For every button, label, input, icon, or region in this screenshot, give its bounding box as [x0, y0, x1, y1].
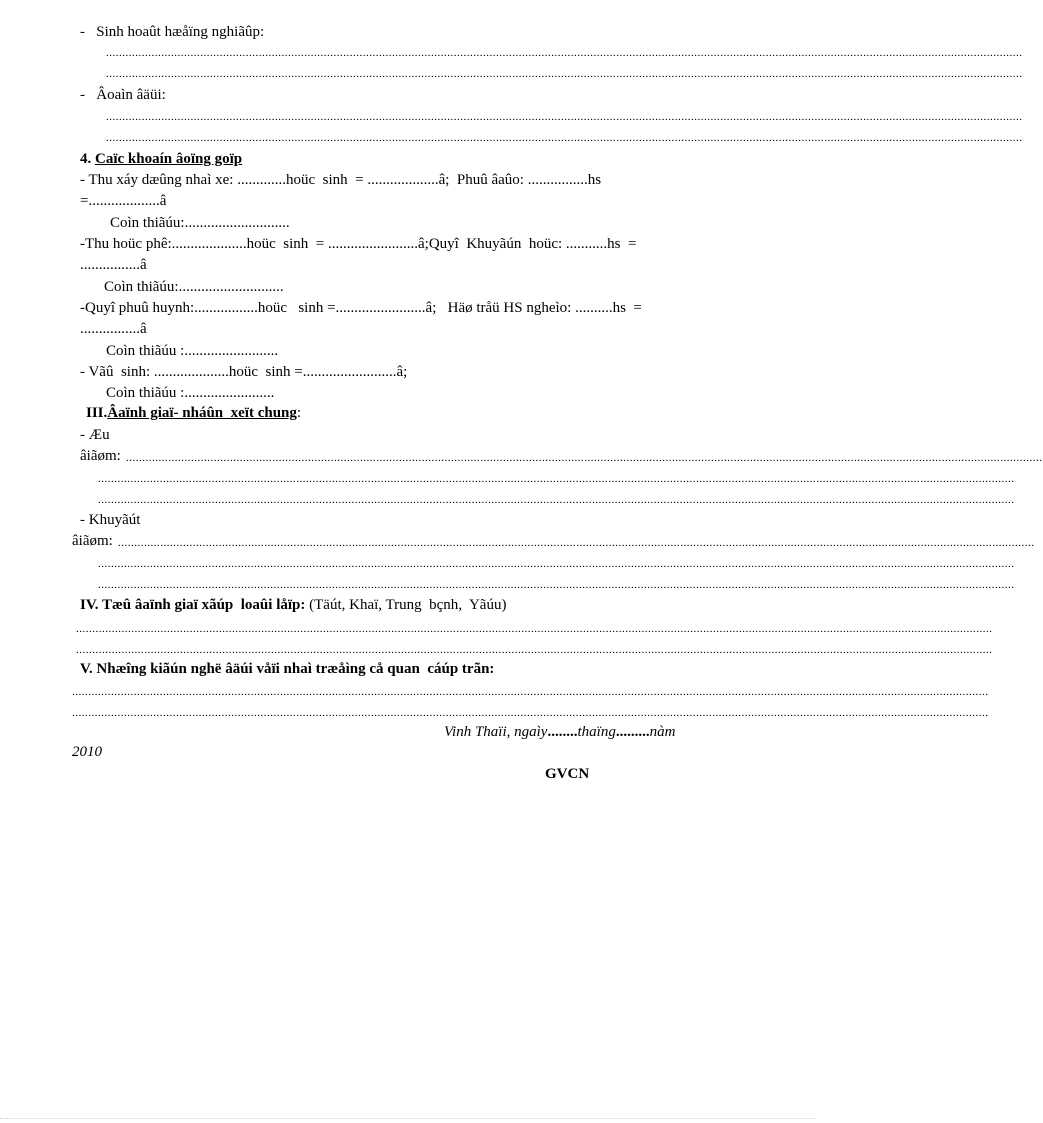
place-date-part-c: nàm [649, 724, 676, 740]
fill-line: .......................................................................................................................................................................................................................................................................................... [118, 537, 1035, 549]
contribution-row-parents-fund-total: ................â [80, 321, 147, 337]
contribution-row-tuition-total: ................â [80, 257, 147, 273]
weaknesses-line-label: âiãøm: [72, 533, 113, 549]
place-date-part-a: Vinh Thaïi, ngaìy [444, 724, 548, 740]
month-dots: ......... [615, 724, 650, 740]
place-date-line [444, 723, 675, 741]
strengths-label: - Æu [80, 427, 110, 443]
contribution-row-parking-remaining: Coìn thiãúu:............................ [110, 215, 290, 231]
fill-line: .......................................................................................................................................................................................................................................................................................... [106, 111, 1023, 123]
fill-line: .......................................................................................................................................................................................................................................................................................... [72, 707, 989, 719]
contribution-row-tuition-remaining: Coìn thiãúu:............................ [104, 279, 284, 295]
contribution-row-parking-total: =...................â [80, 193, 167, 209]
contribution-row-parents-fund-remaining: Coìn thiãúu :......................... [106, 343, 279, 359]
fill-line: .......................................................................................................................................................................................................................................................................................... [106, 132, 1023, 144]
fill-line: .......................................................................................................................................................................................................................................................................................... [98, 579, 1015, 591]
fill-line: .......................................................................................................................................................................................................................................................................................... [76, 644, 993, 656]
general-review-colon: : [296, 405, 302, 421]
self-assessment-heading [80, 596, 506, 614]
career-activity-label: - Sinh hoaût hæåïng nghiãûp: [80, 24, 265, 40]
general-review-number: III. [86, 405, 108, 421]
year-text: 2010 [72, 744, 102, 760]
fill-line: .......................................................................................................................................................................................................................................................................................... [106, 68, 1023, 80]
contribution-row-parking: - Thu xáy dæûng nhaì xe: .............hoüc sinh = ...................â; Phuû âaûo: ................hs [80, 172, 602, 188]
fill-line: .......................................................................................................................................................................................................................................................................................... [126, 452, 1043, 464]
recommendations-heading: V. Nhæîng kiãún nghë âäúi våïi nhaì træåìng cå quan cáúp trãn: [80, 661, 495, 677]
contribution-row-tuition: -Thu hoüc phê:....................hoüc sinh = ........................â;Quyî Khuyãún hoüc: ...........hs = [80, 236, 637, 252]
fill-line: .......................................................................................................................................................................................................................................................................................... [98, 558, 1015, 570]
signer-title: GVCN [545, 766, 590, 782]
fill-line: .......................................................................................................................................................................................................................................................................................... [106, 47, 1023, 59]
fill-line: .......................................................................................................................................................................................................................................................................................... [98, 494, 1015, 506]
fill-line: .......................................................................................................................................................................................................................................................................................... [72, 686, 989, 698]
contributions-heading-text: Caïc khoaín âoïng goïp [95, 151, 243, 167]
contribution-row-parents-fund: -Quyî phuû huynh:.................hoüc sinh =........................â; Häø tråü HS ngheìo: ..........hs = [80, 300, 642, 316]
weaknesses-label: - Khuyãút [80, 512, 141, 528]
self-assessment-title: IV. Tæû âaïnh giaï xãúp loaûi låïp: [80, 597, 306, 613]
general-review-heading [86, 404, 301, 422]
contribution-row-hygiene: - Vãû sinh: ....................hoüc sinh =.........................â; [80, 364, 408, 380]
contribution-row-hygiene-remaining: Coìn thiãúu :........................ [106, 385, 275, 401]
place-date-part-b: thaïng [577, 724, 616, 740]
self-assessment-options: (Täút, Khaï, Trung bçnh, Yãúu) [305, 597, 507, 613]
contributions-heading [80, 150, 242, 168]
fill-line: .......................................................................................................................................................................................................................................................................................... [76, 623, 993, 635]
page-footer-divider [0, 1118, 816, 1119]
general-review-text: Âaïnh giaï- nháûn xeït chung [107, 405, 297, 421]
day-dots: ........ [547, 724, 578, 740]
youth-union-label: - Âoaìn âäüi: [80, 87, 166, 103]
contributions-heading-number: 4. [80, 151, 95, 167]
fill-line: .......................................................................................................................................................................................................................................................................................... [98, 473, 1015, 485]
strengths-line-label: âiãøm: [80, 448, 121, 464]
